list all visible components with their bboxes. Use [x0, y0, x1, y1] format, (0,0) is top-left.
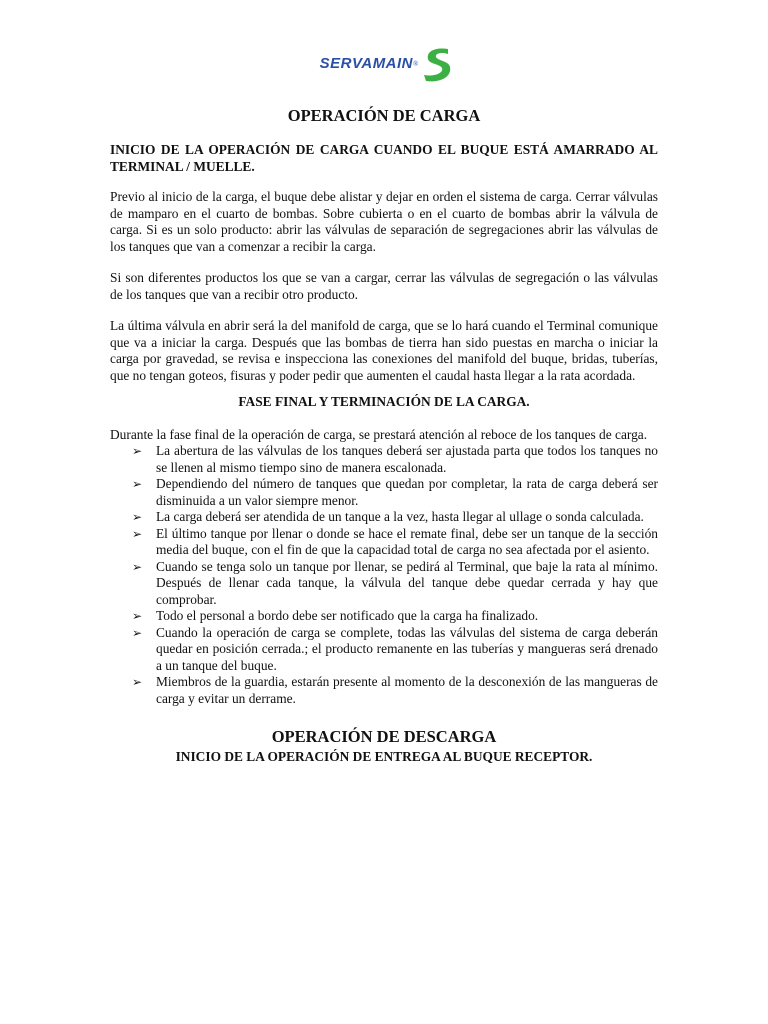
paragraph: Previo al inicio de la carga, el buque debe alistar y dejar en orden el sistema de carga. Cerrar válvulas de mamparo en el cuarto de bombas. Sobre cubierta o en el cuarto de bombas abrir la válvula de carga. Si es un solo producto: abrir las válvulas de separación de segregaciones abrir las válvulas de los tanques que van a comenzar a recibir la carga. — [110, 189, 658, 254]
paragraph: La última válvula en abrir será la del manifold de carga, que se lo hará cuando el Terminal comunique que va a iniciar la carga. Después que las bombas de tierra han sido puestas en marcha o iniciar la carga por gravedad, se revisa e inspecciona las conexiones del manifold del buque, bridas, tuberías, que no tengan goteos, fisuras y poder pedir que aumenten el caudal hasta llegar a la rata acordada. — [110, 318, 658, 383]
list-item-text: El último tanque por llenar o donde se hace el remate final, debe ser un tanque de la sección media del buque, con el fin de que la capacidad total de carga no sea afectada por el asiento. — [156, 525, 658, 557]
section-heading: FASE FINAL Y TERMINACIÓN DE LA CARGA. — [238, 394, 530, 409]
company-logo — [116, 44, 658, 84]
arrow-bullet-icon: ➢ — [132, 444, 143, 458]
list-item-text: Miembros de la guardia, estarán presente al momento de la desconexión de las mangueras de carga y evitar un derrame. — [156, 674, 658, 706]
bullet-list — [110, 443, 658, 707]
arrow-bullet-icon: ➢ — [132, 609, 143, 623]
list-item — [132, 443, 658, 476]
section-intro: Durante la fase final de la operación de carga, se prestará atención al reboce de los tanques de carga. — [110, 426, 648, 442]
page-title: OPERACIÓN DE CARGA — [287, 106, 481, 125]
section-subheading: INICIO DE LA OPERACIÓN DE ENTREGA AL BUQUE RECEPTOR. — [175, 749, 593, 764]
document-page — [110, 44, 658, 766]
section-subheading: INICIO DE LA OPERACIÓN DE CARGA CUANDO EL BUQUE ESTÁ AMARRADO AL TERMINAL / MUELLE. — [110, 142, 658, 174]
list-item-text: La abertura de las válvulas de los tanques deberá ser ajustada parta que todos los tanques no se llenen al mismo tiempo sino de manera escalonada. — [156, 443, 658, 475]
list-item-text: Todo el personal a bordo debe ser notificado que la carga ha finalizado. — [156, 608, 539, 623]
list-item — [132, 509, 658, 526]
list-item — [132, 559, 658, 609]
list-item — [132, 625, 658, 675]
arrow-bullet-icon: ➢ — [132, 675, 143, 689]
arrow-bullet-icon: ➢ — [132, 526, 143, 541]
arrow-bullet-icon: ➢ — [132, 477, 143, 491]
list-item — [132, 674, 658, 707]
arrow-bullet-icon: ➢ — [132, 510, 143, 524]
logo-registered-mark: ® — [413, 59, 419, 68]
section-title: OPERACIÓN DE DESCARGA — [271, 727, 497, 746]
arrow-bullet-icon: ➢ — [132, 625, 143, 640]
list-item — [132, 526, 658, 559]
list-item-text: Cuando la operación de carga se complete, todas las válvulas del sistema de carga deberán quedar en posición cerrada.; el producto remanente en las tuberías y mangueras será drenado a un tanque del buque. — [156, 624, 658, 673]
paragraph: Si son diferentes productos los que se van a cargar, cerrar las válvulas de segregación o las válvulas de los tanques que van a recibir otro producto. — [110, 270, 658, 302]
arrow-bullet-icon: ➢ — [132, 559, 143, 574]
list-item-text: Cuando se tenga solo un tanque por llenar, se pedirá al Terminal, que baje la rata al mínimo. Después de llenar cada tanque, la válvula del tanque debe quedar cerrada y hay que comprobar. — [156, 558, 658, 607]
list-item-text: La carga deberá ser atendida de un tanque a la vez, hasta llegar al ullage o sonda calculada. — [156, 509, 644, 524]
list-item-text: Dependiendo del número de tanques que quedan por completar, la rata de carga deberá ser disminuida a un valor siempre menor. — [156, 476, 658, 508]
list-item — [132, 476, 658, 509]
list-item — [132, 608, 658, 625]
logo-s-icon — [420, 45, 454, 83]
logo-wordmark: SERVAMAIN — [319, 54, 414, 72]
